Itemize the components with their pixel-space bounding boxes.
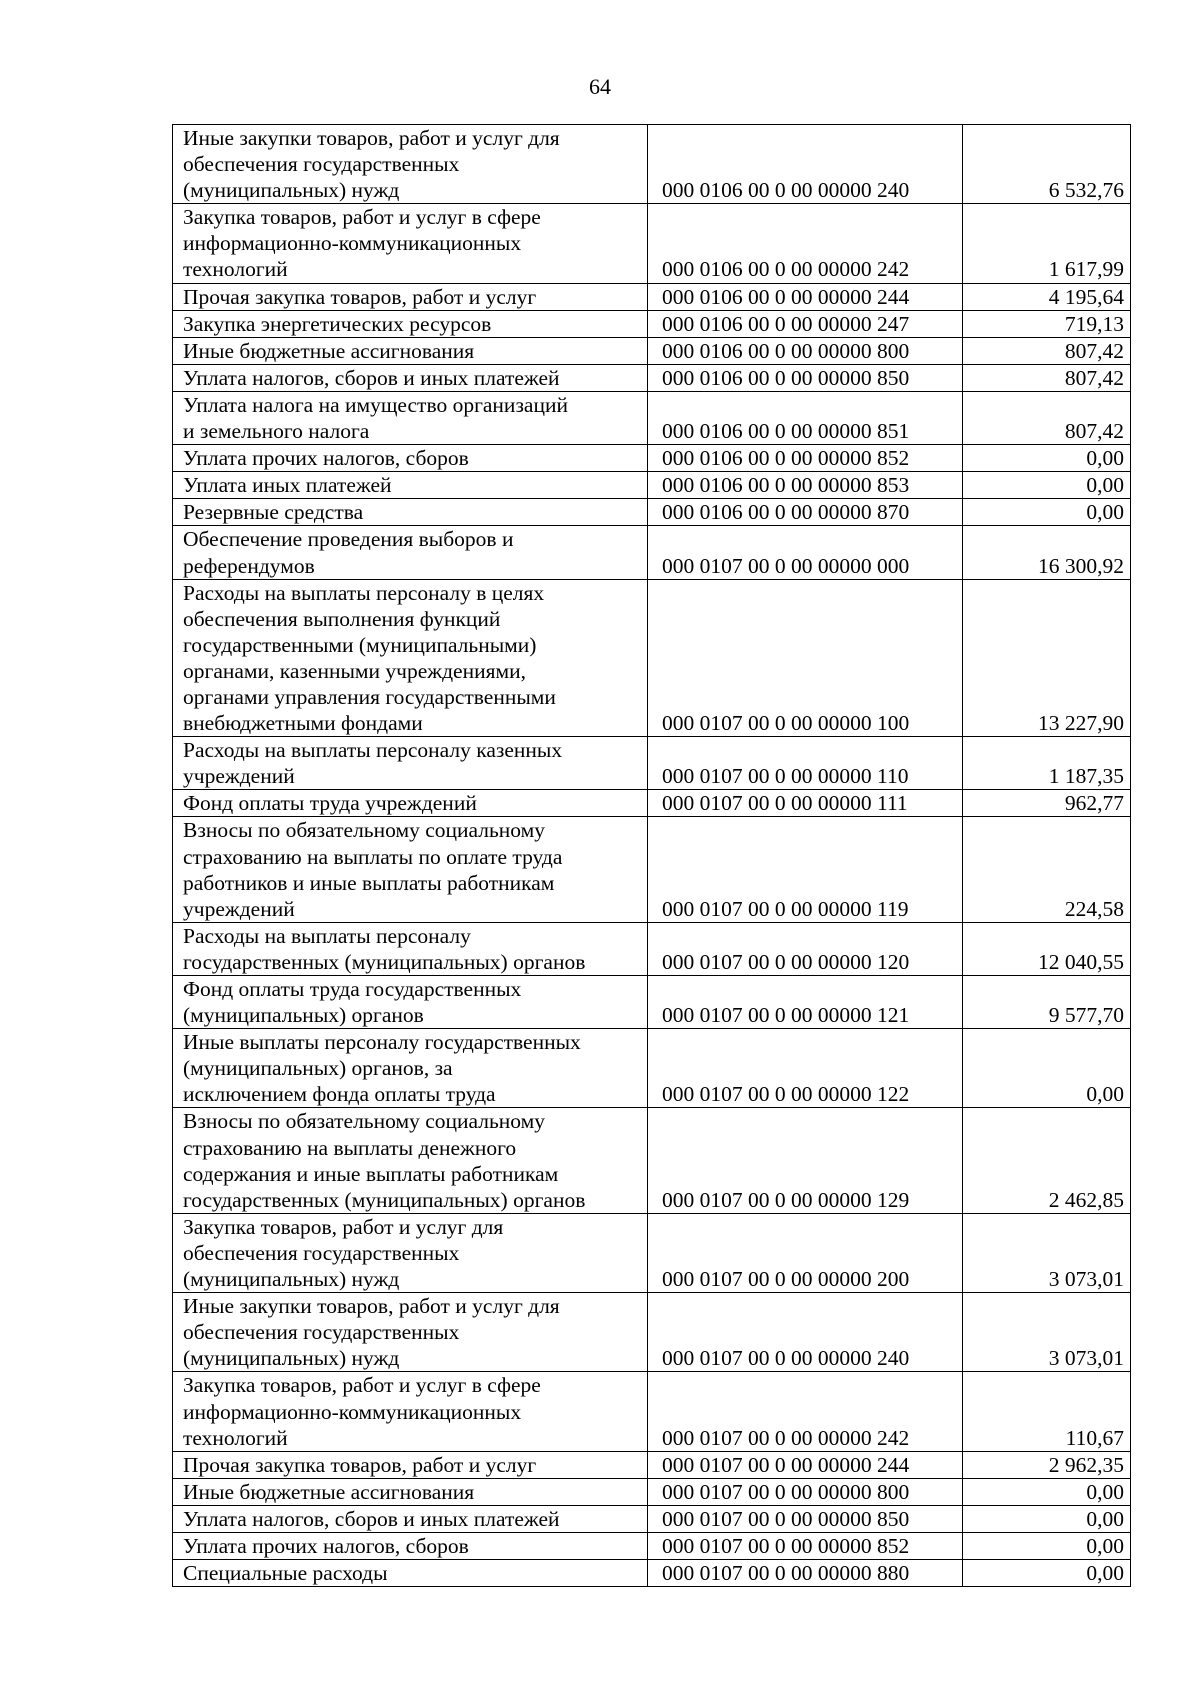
table-row [173, 1213, 1131, 1292]
budget-code-cell: 000 0107 00 0 00 00000 122 [648, 1029, 963, 1108]
expense-name-cell: Расходы на выплаты персоналу в целях обеспечения выполнения функций государственными (муниципальными) органами, казенными учреждениями, органами управления государственными внебюджетными фондами [173, 579, 648, 737]
table-row [173, 283, 1131, 310]
budget-code-cell: 000 0107 00 0 00 00000 000 [648, 526, 963, 579]
budget-code-cell: 000 0107 00 0 00 00000 200 [648, 1213, 963, 1292]
amount-cell: 3 073,01 [963, 1213, 1131, 1292]
table-row [173, 976, 1131, 1029]
expense-name-cell: Уплата налогов, сборов и иных платежей [173, 1505, 648, 1532]
budget-code-cell: 000 0106 00 0 00 00000 240 [648, 125, 963, 204]
expense-name-cell: Закупка товаров, работ и услуг для обеспечения государственных (муниципальных) нужд [173, 1213, 648, 1292]
amount-cell: 224,58 [963, 817, 1131, 922]
budget-code-cell: 000 0107 00 0 00 00000 119 [648, 817, 963, 922]
expense-name-cell: Уплата иных платежей [173, 472, 648, 499]
table-row [173, 445, 1131, 472]
budget-code-cell: 000 0107 00 0 00 00000 852 [648, 1532, 963, 1559]
table-row [173, 1108, 1131, 1213]
table-row [173, 472, 1131, 499]
budget-code-cell: 000 0106 00 0 00 00000 852 [648, 445, 963, 472]
expense-name-cell: Обеспечение проведения выборов и референдумов [173, 526, 648, 579]
table-row [173, 391, 1131, 444]
table-row [173, 1293, 1131, 1372]
budget-code-cell: 000 0107 00 0 00 00000 100 [648, 579, 963, 737]
expense-name-cell: Расходы на выплаты персоналу государственных (муниципальных) органов [173, 922, 648, 975]
amount-cell: 0,00 [963, 1478, 1131, 1505]
table-row [173, 737, 1131, 790]
table-row [173, 790, 1131, 817]
table-row [173, 499, 1131, 526]
budget-code-cell: 000 0107 00 0 00 00000 129 [648, 1108, 963, 1213]
budget-code-cell: 000 0107 00 0 00 00000 850 [648, 1505, 963, 1532]
amount-cell: 807,42 [963, 364, 1131, 391]
budget-table [172, 124, 1131, 1587]
amount-cell: 1 617,99 [963, 204, 1131, 283]
budget-code-cell: 000 0107 00 0 00 00000 880 [648, 1560, 963, 1587]
budget-code-cell: 000 0107 00 0 00 00000 240 [648, 1293, 963, 1372]
expense-name-cell: Взносы по обязательному социальному страхованию на выплаты по оплате труда работников и иные выплаты работникам учреждений [173, 817, 648, 922]
amount-cell: 0,00 [963, 1560, 1131, 1587]
budget-code-cell: 000 0107 00 0 00 00000 121 [648, 976, 963, 1029]
amount-cell: 12 040,55 [963, 922, 1131, 975]
table-row [173, 922, 1131, 975]
page-number: 64 [589, 74, 611, 99]
budget-code-cell: 000 0106 00 0 00 00000 850 [648, 364, 963, 391]
amount-cell: 0,00 [963, 499, 1131, 526]
budget-code-cell: 000 0107 00 0 00 00000 111 [648, 790, 963, 817]
expense-name-cell: Резервные средства [173, 499, 648, 526]
expense-name-cell: Взносы по обязательному социальному страхованию на выплаты денежного содержания и иные выплаты работникам государственных (муниципальных) органов [173, 1108, 648, 1213]
expense-name-cell: Уплата прочих налогов, сборов [173, 445, 648, 472]
expense-name-cell: Уплата налогов, сборов и иных платежей [173, 364, 648, 391]
amount-cell: 16 300,92 [963, 526, 1131, 579]
expense-name-cell: Иные закупки товаров, работ и услуг для обеспечения государственных (муниципальных) нужд [173, 125, 648, 204]
amount-cell: 719,13 [963, 310, 1131, 337]
amount-cell: 9 577,70 [963, 976, 1131, 1029]
amount-cell: 4 195,64 [963, 283, 1131, 310]
expense-name-cell: Расходы на выплаты персоналу казенных учреждений [173, 737, 648, 790]
table-row [173, 579, 1131, 737]
table-row [173, 1532, 1131, 1559]
amount-cell: 2 462,85 [963, 1108, 1131, 1213]
budget-code-cell: 000 0106 00 0 00 00000 800 [648, 337, 963, 364]
expense-name-cell: Прочая закупка товаров, работ и услуг [173, 283, 648, 310]
expense-name-cell: Закупка энергетических ресурсов [173, 310, 648, 337]
expense-name-cell: Специальные расходы [173, 1560, 648, 1587]
budget-code-cell: 000 0107 00 0 00 00000 242 [648, 1372, 963, 1451]
amount-cell: 962,77 [963, 790, 1131, 817]
amount-cell: 0,00 [963, 445, 1131, 472]
budget-code-cell: 000 0106 00 0 00 00000 851 [648, 391, 963, 444]
budget-code-cell: 000 0107 00 0 00 00000 120 [648, 922, 963, 975]
expense-name-cell: Фонд оплаты труда государственных (муниципальных) органов [173, 976, 648, 1029]
budget-code-cell: 000 0107 00 0 00 00000 800 [648, 1478, 963, 1505]
amount-cell: 6 532,76 [963, 125, 1131, 204]
budget-code-cell: 000 0106 00 0 00 00000 242 [648, 204, 963, 283]
amount-cell: 2 962,35 [963, 1451, 1131, 1478]
expense-name-cell: Иные бюджетные ассигнования [173, 1478, 648, 1505]
budget-code-cell: 000 0107 00 0 00 00000 110 [648, 737, 963, 790]
table-row [173, 1505, 1131, 1532]
expense-name-cell: Уплата прочих налогов, сборов [173, 1532, 648, 1559]
table-row [173, 310, 1131, 337]
amount-cell: 3 073,01 [963, 1293, 1131, 1372]
budget-code-cell: 000 0106 00 0 00 00000 244 [648, 283, 963, 310]
table-row [173, 337, 1131, 364]
budget-table-body [173, 125, 1131, 1587]
budget-code-cell: 000 0106 00 0 00 00000 853 [648, 472, 963, 499]
expense-name-cell: Иные бюджетные ассигнования [173, 337, 648, 364]
table-row [173, 1478, 1131, 1505]
amount-cell: 13 227,90 [963, 579, 1131, 737]
amount-cell: 807,42 [963, 337, 1131, 364]
amount-cell: 0,00 [963, 1505, 1131, 1532]
table-row [173, 1372, 1131, 1451]
table-row [173, 526, 1131, 579]
expense-name-cell: Прочая закупка товаров, работ и услуг [173, 1451, 648, 1478]
amount-cell: 110,67 [963, 1372, 1131, 1451]
table-row [173, 1560, 1131, 1587]
amount-cell: 1 187,35 [963, 737, 1131, 790]
expense-name-cell: Закупка товаров, работ и услуг в сфере информационно-коммуникационных технологий [173, 204, 648, 283]
expense-name-cell: Иные закупки товаров, работ и услуг для обеспечения государственных (муниципальных) нужд [173, 1293, 648, 1372]
amount-cell: 0,00 [963, 1532, 1131, 1559]
table-row [173, 1029, 1131, 1108]
amount-cell: 807,42 [963, 391, 1131, 444]
amount-cell: 0,00 [963, 472, 1131, 499]
budget-code-cell: 000 0106 00 0 00 00000 247 [648, 310, 963, 337]
table-row [173, 364, 1131, 391]
table-row [173, 817, 1131, 922]
budget-code-cell: 000 0107 00 0 00 00000 244 [648, 1451, 963, 1478]
table-row [173, 204, 1131, 283]
expense-name-cell: Уплата налога на имущество организаций и земельного налога [173, 391, 648, 444]
table-row [173, 1451, 1131, 1478]
budget-code-cell: 000 0106 00 0 00 00000 870 [648, 499, 963, 526]
amount-cell: 0,00 [963, 1029, 1131, 1108]
expense-name-cell: Иные выплаты персоналу государственных (муниципальных) органов, за исключением фонда оплаты труда [173, 1029, 648, 1108]
expense-name-cell: Фонд оплаты труда учреждений [173, 790, 648, 817]
table-row [173, 125, 1131, 204]
expense-name-cell: Закупка товаров, работ и услуг в сфере информационно-коммуникационных технологий [173, 1372, 648, 1451]
